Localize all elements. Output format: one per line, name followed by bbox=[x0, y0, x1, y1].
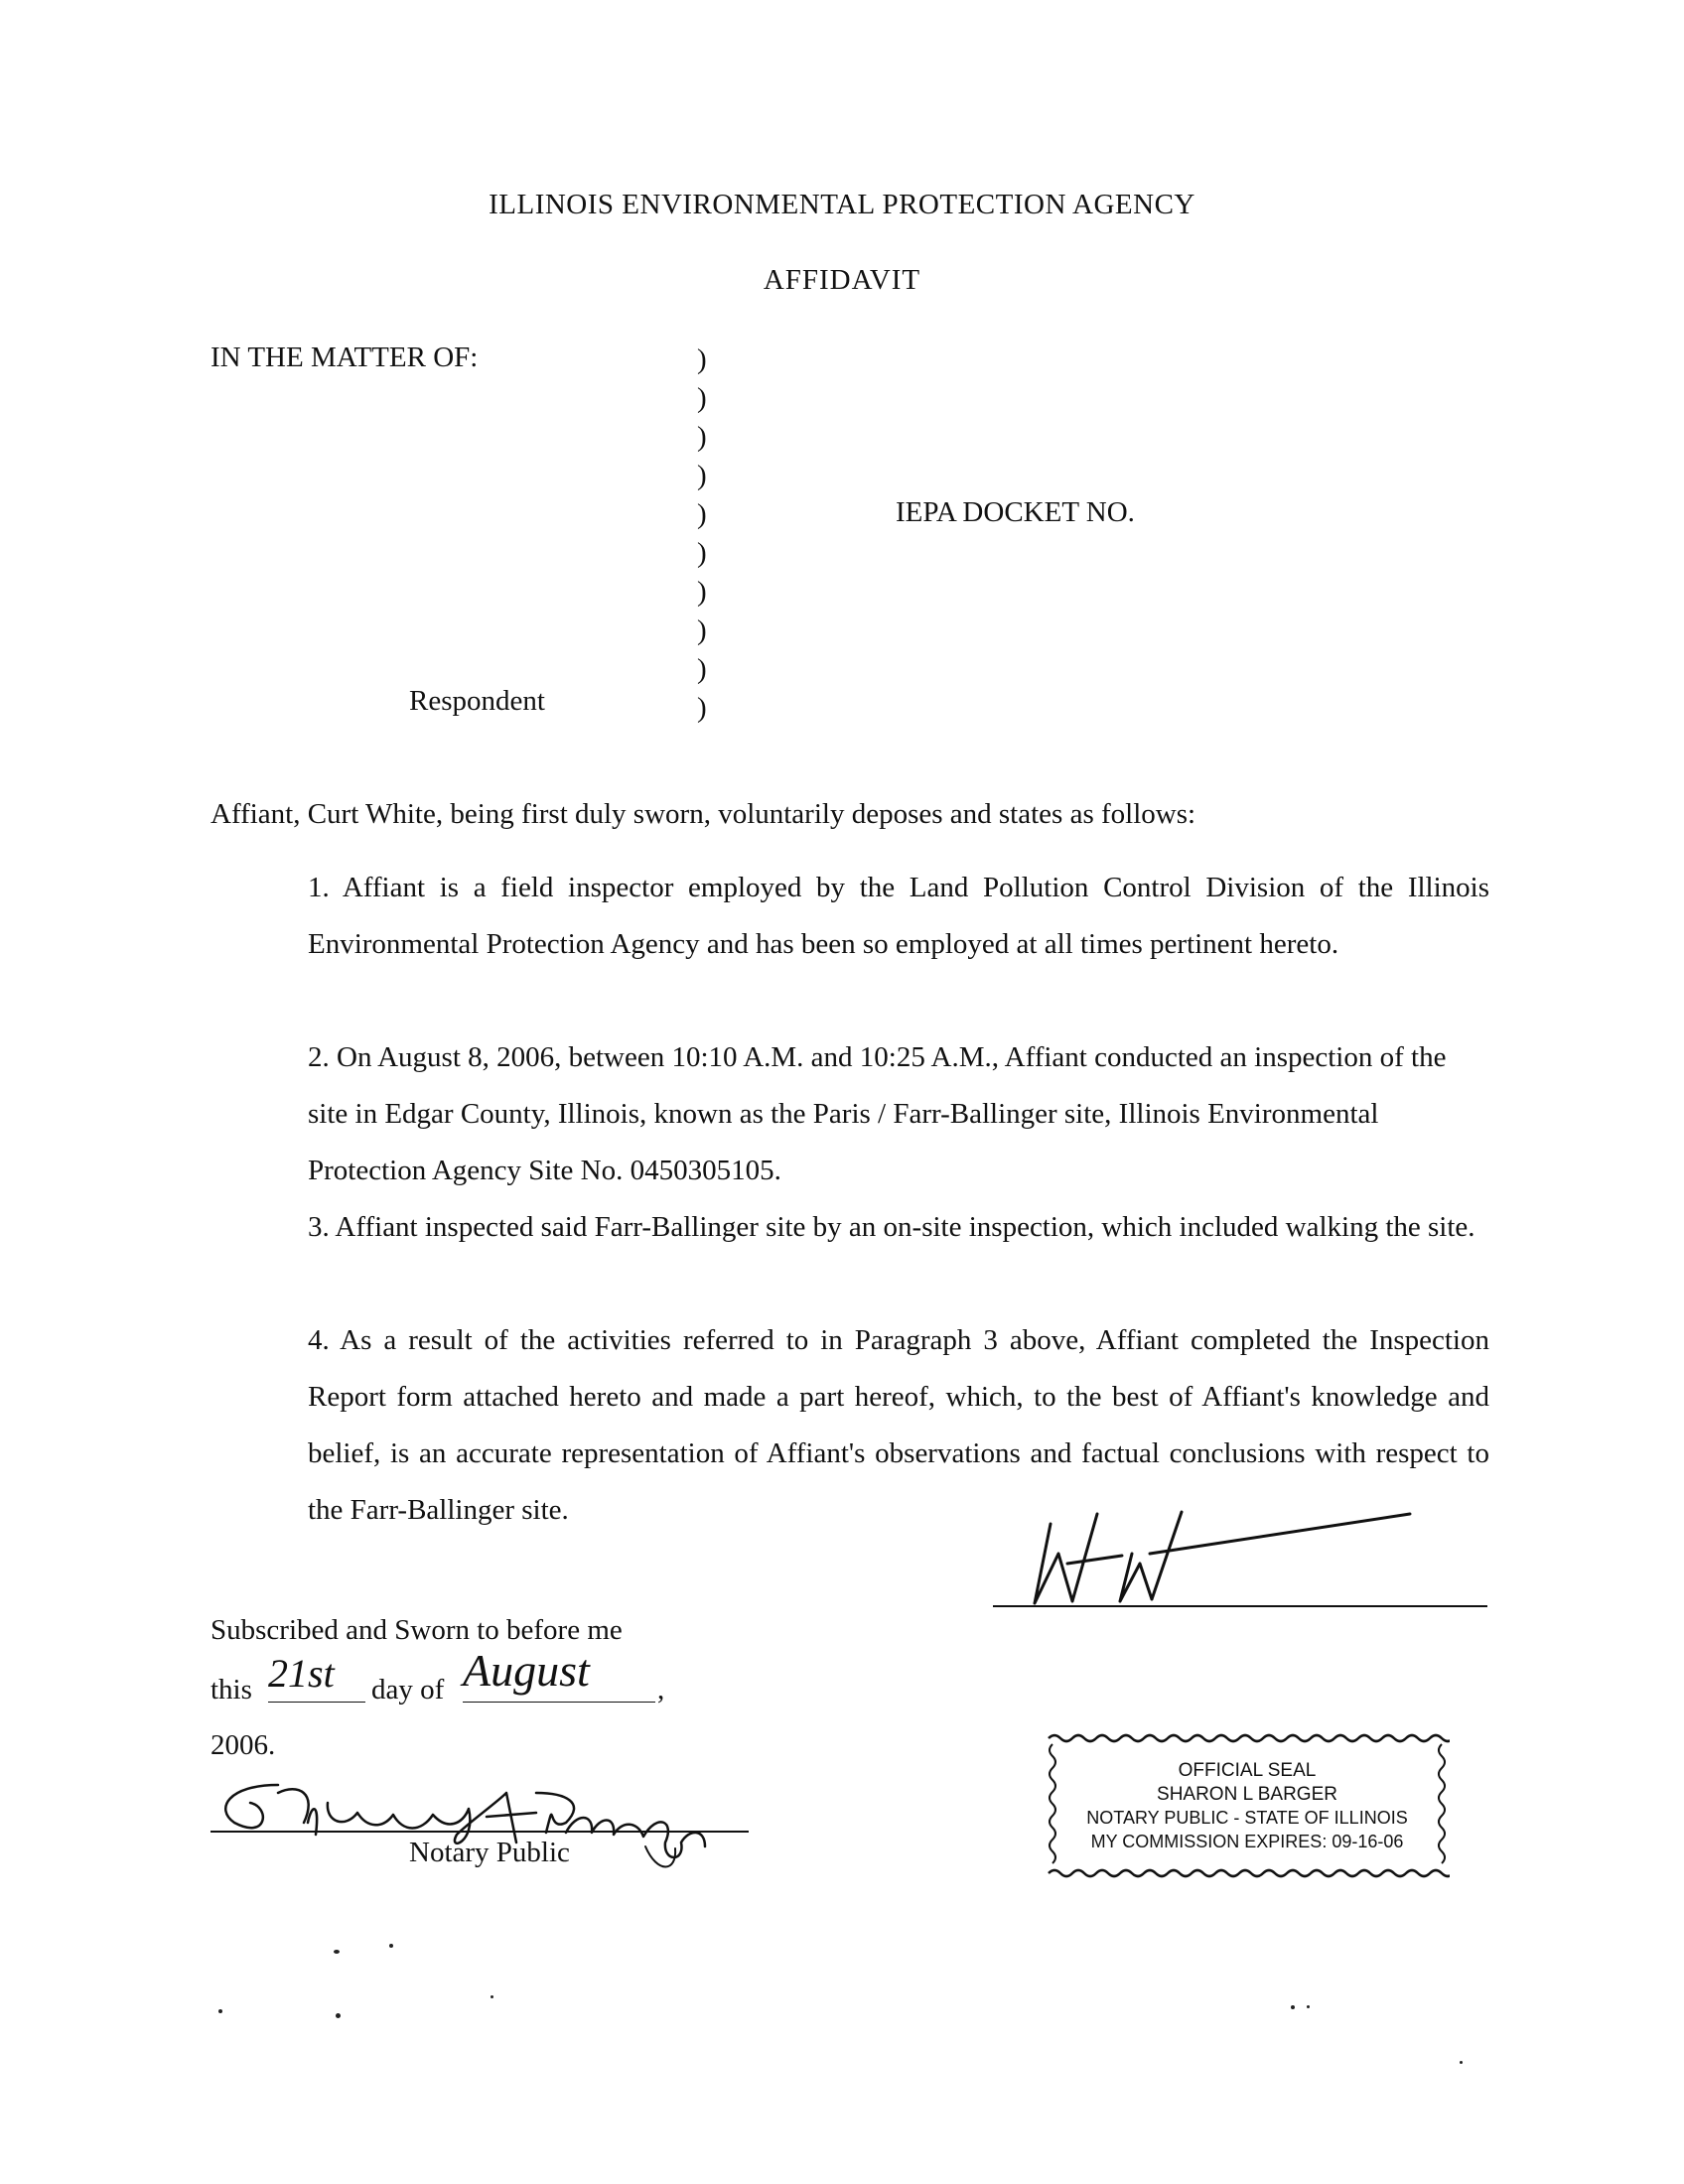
scan-speck bbox=[1460, 2061, 1463, 2064]
caption-paren: ) bbox=[697, 537, 707, 569]
seal-title: OFFICIAL SEAL bbox=[1178, 1760, 1317, 1781]
jurat-day-of-label: day of bbox=[371, 1674, 445, 1706]
notary-public-label: Notary Public bbox=[409, 1837, 570, 1868]
matter-label: IN THE MATTER OF: bbox=[210, 341, 479, 373]
respondent-label: Respondent bbox=[409, 685, 545, 717]
jurat-year: 2006. bbox=[210, 1729, 276, 1761]
caption-paren: ) bbox=[697, 692, 707, 724]
scan-speck bbox=[491, 1995, 493, 1998]
scan-speck bbox=[218, 2009, 222, 2013]
jurat-day-underline bbox=[268, 1702, 365, 1703]
affiant-signature-line bbox=[993, 1605, 1487, 1607]
intro-statement: Affiant, Curt White, being first duly sworn, voluntarily deposes and states as follows: bbox=[210, 798, 1196, 830]
seal-jurisdiction: NOTARY PUBLIC - STATE OF ILLINOIS bbox=[1086, 1808, 1408, 1828]
caption-paren: ) bbox=[697, 614, 707, 646]
jurat-day-value: 21st bbox=[268, 1651, 335, 1696]
caption-paren: ) bbox=[697, 382, 707, 414]
caption-paren: ) bbox=[697, 343, 707, 375]
paragraph-3: 3. Affiant inspected said Farr-Ballinger site by an on-site inspection, which included walking the site. bbox=[308, 1211, 1475, 1243]
seal-expiration: MY COMMISSION EXPIRES: 09-16-06 bbox=[1090, 1832, 1404, 1851]
scan-speck bbox=[1307, 2005, 1310, 2008]
caption-paren: ) bbox=[697, 460, 707, 491]
seal-notary-name: SHARON L BARGER bbox=[1157, 1784, 1337, 1805]
caption-paren: ) bbox=[697, 421, 707, 453]
jurat-comma: , bbox=[657, 1674, 665, 1706]
scan-speck bbox=[389, 1944, 393, 1948]
paragraph-1: 1. Affiant is a field inspector employed by the Land Pollution Control Division of the Illinois Environmental Protection Agency and has been so employed at all times pertinent hereto. bbox=[308, 872, 1489, 960]
affiant-signature bbox=[1013, 1494, 1430, 1613]
agency-heading: ILLINOIS ENVIRONMENTAL PROTECTION AGENCY bbox=[489, 189, 1195, 220]
seal-border-icon bbox=[1045, 1732, 1450, 1879]
jurat-statement: Subscribed and Sworn to before me bbox=[210, 1614, 623, 1646]
paragraph-2: 2. On August 8, 2006, between 10:10 A.M. and 10:25 A.M., Affiant conducted an inspection of the site in Edgar County, Illinois, known as the Paris / Farr-Ballinger site, Illinois Environmental Protection Agency Site No. 0450305105. bbox=[308, 1041, 1447, 1186]
caption-paren: ) bbox=[697, 576, 707, 608]
caption-paren: ) bbox=[697, 498, 707, 530]
jurat-month-value: August bbox=[463, 1645, 590, 1696]
docket-label: IEPA DOCKET NO. bbox=[896, 496, 1135, 528]
notary-signature-line bbox=[210, 1831, 749, 1833]
official-seal-stamp bbox=[1045, 1732, 1450, 1879]
caption-paren: ) bbox=[697, 653, 707, 685]
document-title: AFFIDAVIT bbox=[763, 264, 921, 296]
jurat-month-underline bbox=[463, 1702, 655, 1703]
jurat-this-label: this bbox=[210, 1674, 252, 1706]
scan-speck bbox=[334, 1950, 340, 1954]
paragraph-4: 4. As a result of the activities referred to in Paragraph 3 above, Affiant completed the Inspection Report form attached hereto and made a part hereof, which, to the best of Affiant's knowledge and belief, is an accurate representation of Affiant's observations and factual conclusions with respect to the Farr-Ballinger site. bbox=[308, 1324, 1489, 1526]
scan-speck bbox=[336, 2013, 341, 2018]
scan-speck bbox=[1291, 2005, 1295, 2009]
